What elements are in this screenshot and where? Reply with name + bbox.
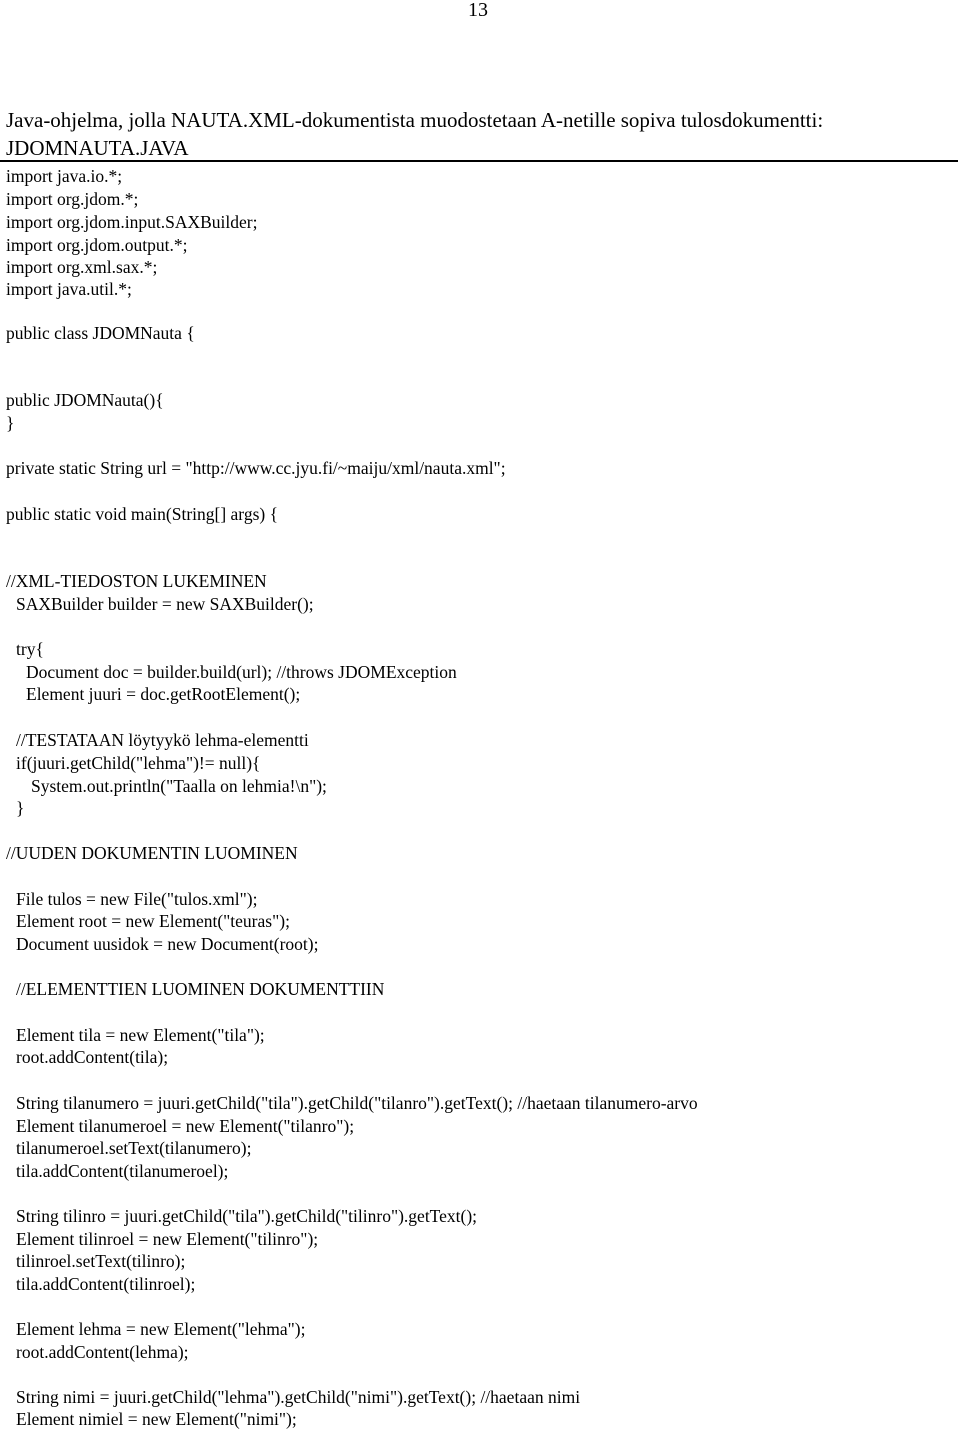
code-line: import org.xml.sax.*;: [6, 257, 158, 277]
code-line: String nimi = juuri.getChild("lehma").getChild("nimi").getText(); //haetaan nimi: [16, 1387, 581, 1407]
code-line: tila.addContent(tilinroel);: [16, 1274, 196, 1294]
code-line: //TESTATAAN löytyykö lehma-elementti: [16, 730, 309, 750]
code-line: }: [16, 798, 25, 818]
page-number: 13: [468, 0, 488, 21]
code-line: if(juuri.getChild("lehma")!= null){: [16, 753, 261, 773]
heading-line-1: Java-ohjelma, jolla NAUTA.XML-dokumentista muodostetaan A-netille sopiva tulosdokumentti:: [6, 108, 824, 132]
code-line: import java.util.*;: [6, 279, 132, 299]
code-line: public static void main(String[] args) {: [6, 504, 278, 524]
code-line: Element root = new Element("teuras");: [16, 911, 290, 931]
code-line: import org.jdom.*;: [6, 189, 139, 209]
code-line: Document doc = builder.build(url); //throws JDOMException: [26, 662, 457, 682]
document-heading: [6, 106, 956, 162]
code-line: Element tila = new Element("tila");: [16, 1025, 265, 1045]
code-line: SAXBuilder builder = new SAXBuilder();: [16, 594, 314, 614]
code-line: tilanumeroel.setText(tilanumero);: [16, 1138, 252, 1158]
code-line: root.addContent(lehma);: [16, 1342, 189, 1362]
code-line: public class JDOMNauta {: [6, 323, 195, 343]
code-line: System.out.println("Taalla on lehmia!\n");: [31, 776, 327, 796]
code-line: //XML-TIEDOSTON LUKEMINEN: [6, 571, 267, 591]
code-line: import org.jdom.output.*;: [6, 235, 188, 255]
code-line: String tilanumero = juuri.getChild("tila").getChild("tilanro").getText(); //haetaan tilanumero-arvo: [16, 1093, 698, 1113]
code-line: tila.addContent(tilanumeroel);: [16, 1161, 229, 1181]
code-line: String tilinro = juuri.getChild("tila").getChild("tilinro").getText();: [16, 1206, 478, 1226]
code-line: try{: [16, 639, 44, 659]
heading-line-2: JDOMNAUTA.JAVA: [6, 136, 189, 160]
code-line: File tulos = new File("tulos.xml");: [16, 889, 258, 909]
code-line: Element tilinroel = new Element("tilinro");: [16, 1229, 319, 1249]
code-line: //ELEMENTTIEN LUOMINEN DOKUMENTTIIN: [16, 979, 385, 999]
code-line: Element tilanumeroel = new Element("tilanro");: [16, 1116, 355, 1136]
code-line: import java.io.*;: [6, 166, 123, 186]
code-line: private static String url = "http://www.cc.jyu.fi/~maiju/xml/nauta.xml";: [6, 458, 506, 478]
code-line: Element nimiel = new Element("nimi");: [16, 1409, 297, 1429]
code-line: Element lehma = new Element("lehma");: [16, 1319, 306, 1339]
code-line: Document uusidok = new Document(root);: [16, 934, 319, 954]
code-line: Element juuri = doc.getRootElement();: [26, 684, 301, 704]
heading-divider: [0, 160, 958, 162]
code-line: tilinroel.setText(tilinro);: [16, 1251, 186, 1271]
code-line: }: [6, 413, 15, 433]
code-line: import org.jdom.input.SAXBuilder;: [6, 212, 258, 232]
code-line: root.addContent(tila);: [16, 1047, 169, 1067]
code-line: //UUDEN DOKUMENTIN LUOMINEN: [6, 843, 298, 863]
code-line: public JDOMNauta(){: [6, 390, 164, 410]
